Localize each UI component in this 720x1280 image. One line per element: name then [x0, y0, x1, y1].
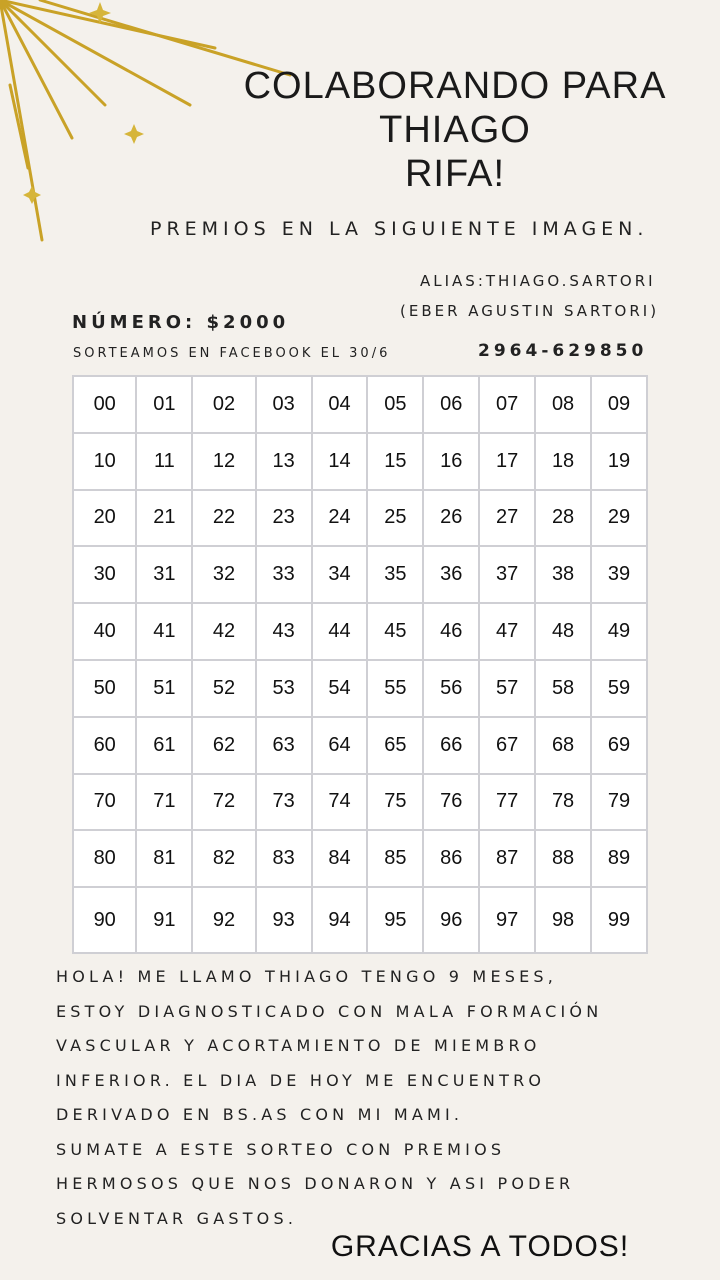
number-cell: 31 — [136, 546, 192, 603]
grid-row — [73, 546, 647, 603]
number-cell: 99 — [591, 887, 647, 953]
number-cell: 97 — [479, 887, 535, 953]
number-cell: 67 — [479, 717, 535, 774]
title-line-3: RIFA! — [404, 153, 506, 195]
number-cell: 15 — [367, 433, 423, 490]
number-cell: 60 — [73, 717, 136, 774]
number-cell: 86 — [423, 830, 479, 887]
number-cell: 53 — [256, 660, 312, 717]
number-cell: 58 — [535, 660, 591, 717]
message-text — [56, 960, 706, 1236]
number-cell: 74 — [312, 774, 368, 831]
number-cell: 96 — [423, 887, 479, 953]
number-cell: 41 — [136, 603, 192, 660]
number-cell: 47 — [479, 603, 535, 660]
message-line: INFERIOR. EL DIA DE HOY ME ENCUENTRO — [56, 1070, 546, 1090]
number-cell: 19 — [591, 433, 647, 490]
number-cell: 90 — [73, 887, 136, 953]
title-line-2: THIAGO — [379, 109, 531, 151]
number-cell: 18 — [535, 433, 591, 490]
number-cell: 03 — [256, 376, 312, 433]
number-cell: 83 — [256, 830, 312, 887]
number-cell: 32 — [192, 546, 255, 603]
number-cell: 57 — [479, 660, 535, 717]
number-cell: 23 — [256, 490, 312, 547]
number-cell: 04 — [312, 376, 368, 433]
number-cell: 33 — [256, 546, 312, 603]
number-cell: 49 — [591, 603, 647, 660]
message-line: ESTOY DIAGNOSTICADO CON MALA FORMACIÓN — [56, 1001, 603, 1021]
ticket-price: NÚMERO: $2000 — [72, 312, 290, 333]
message-line: DERIVADO EN BS.AS CON MI MAMI. — [56, 1105, 464, 1124]
number-cell: 02 — [192, 376, 255, 433]
alias-text: ALIAS:THIAGO.SARTORI — [420, 272, 656, 290]
number-cell: 24 — [312, 490, 368, 547]
grid-row — [73, 376, 647, 433]
number-cell: 39 — [591, 546, 647, 603]
number-cell: 28 — [535, 490, 591, 547]
number-cell: 48 — [535, 603, 591, 660]
number-cell: 95 — [367, 887, 423, 953]
number-cell: 09 — [591, 376, 647, 433]
number-cell: 64 — [312, 717, 368, 774]
number-cell: 12 — [192, 433, 255, 490]
message-line: VASCULAR Y ACORTAMIENTO DE MIEMBRO — [56, 1036, 541, 1055]
number-cell: 62 — [192, 717, 255, 774]
message-line: HERMOSOS QUE NOS DONARON Y ASI PODER — [56, 1174, 575, 1193]
number-cell: 71 — [136, 774, 192, 831]
number-cell: 25 — [367, 490, 423, 547]
number-cell: 61 — [136, 717, 192, 774]
number-cell: 85 — [367, 830, 423, 887]
grid-row — [73, 830, 647, 887]
draw-info: SORTEAMOS EN FACEBOOK EL 30/6 — [73, 346, 391, 361]
number-cell: 37 — [479, 546, 535, 603]
number-cell: 44 — [312, 603, 368, 660]
number-cell: 59 — [591, 660, 647, 717]
number-cell: 77 — [479, 774, 535, 831]
number-cell: 63 — [256, 717, 312, 774]
raffle-number-grid — [72, 375, 648, 954]
number-cell: 94 — [312, 887, 368, 953]
number-cell: 30 — [73, 546, 136, 603]
number-cell: 75 — [367, 774, 423, 831]
grid-row — [73, 774, 647, 831]
phone-number: 2964-629850 — [478, 341, 648, 361]
number-cell: 11 — [136, 433, 192, 490]
number-cell: 72 — [192, 774, 255, 831]
number-cell: 79 — [591, 774, 647, 831]
number-cell: 66 — [423, 717, 479, 774]
number-cell: 16 — [423, 433, 479, 490]
grid-row — [73, 603, 647, 660]
number-cell: 89 — [591, 830, 647, 887]
number-cell: 34 — [312, 546, 368, 603]
number-cell: 43 — [256, 603, 312, 660]
number-cell: 22 — [192, 490, 255, 547]
number-cell: 06 — [423, 376, 479, 433]
number-cell: 13 — [256, 433, 312, 490]
number-cell: 38 — [535, 546, 591, 603]
grid-row — [73, 490, 647, 547]
number-cell: 92 — [192, 887, 255, 953]
number-cell: 68 — [535, 717, 591, 774]
number-cell: 51 — [136, 660, 192, 717]
number-cell: 08 — [535, 376, 591, 433]
number-cell: 21 — [136, 490, 192, 547]
number-cell: 07 — [479, 376, 535, 433]
number-cell: 87 — [479, 830, 535, 887]
grid-row — [73, 717, 647, 774]
number-cell: 42 — [192, 603, 255, 660]
number-cell: 36 — [423, 546, 479, 603]
number-cell: 10 — [73, 433, 136, 490]
number-cell: 84 — [312, 830, 368, 887]
number-cell: 98 — [535, 887, 591, 953]
number-cell: 91 — [136, 887, 192, 953]
number-cell: 20 — [73, 490, 136, 547]
number-cell: 52 — [192, 660, 255, 717]
number-cell: 76 — [423, 774, 479, 831]
number-cell: 27 — [479, 490, 535, 547]
message-line: SOLVENTAR GASTOS. — [56, 1208, 298, 1228]
number-cell: 29 — [591, 490, 647, 547]
title-line-1: COLABORANDO PARA — [243, 65, 667, 107]
number-cell: 73 — [256, 774, 312, 831]
alias-name: (EBER AGUSTIN SARTORI) — [400, 302, 660, 320]
number-cell: 01 — [136, 376, 192, 433]
number-cell: 54 — [312, 660, 368, 717]
number-cell: 05 — [367, 376, 423, 433]
grid-row — [73, 433, 647, 490]
number-cell: 65 — [367, 717, 423, 774]
number-cell: 69 — [591, 717, 647, 774]
number-cell: 82 — [192, 830, 255, 887]
prizes-subtitle: PREMIOS EN LA SIGUIENTE IMAGEN. — [150, 218, 649, 240]
thanks-text: GRACIAS A TODOS! — [330, 1230, 630, 1263]
message-line: SUMATE A ESTE SORTEO CON PREMIOS — [56, 1139, 506, 1159]
number-cell: 55 — [367, 660, 423, 717]
number-cell: 81 — [136, 830, 192, 887]
number-cell: 88 — [535, 830, 591, 887]
number-cell: 00 — [73, 376, 136, 433]
number-cell: 93 — [256, 887, 312, 953]
number-cell: 17 — [479, 433, 535, 490]
number-cell: 40 — [73, 603, 136, 660]
message-line: HOLA! ME LLAMO THIAGO TENGO 9 MESES, — [56, 967, 558, 986]
number-cell: 45 — [367, 603, 423, 660]
number-cell: 50 — [73, 660, 136, 717]
number-cell: 78 — [535, 774, 591, 831]
number-cell: 35 — [367, 546, 423, 603]
grid-row — [73, 887, 647, 953]
number-cell: 14 — [312, 433, 368, 490]
number-cell: 46 — [423, 603, 479, 660]
number-cell: 26 — [423, 490, 479, 547]
grid-row — [73, 660, 647, 717]
number-cell: 80 — [73, 830, 136, 887]
number-cell: 56 — [423, 660, 479, 717]
number-cell: 70 — [73, 774, 136, 831]
